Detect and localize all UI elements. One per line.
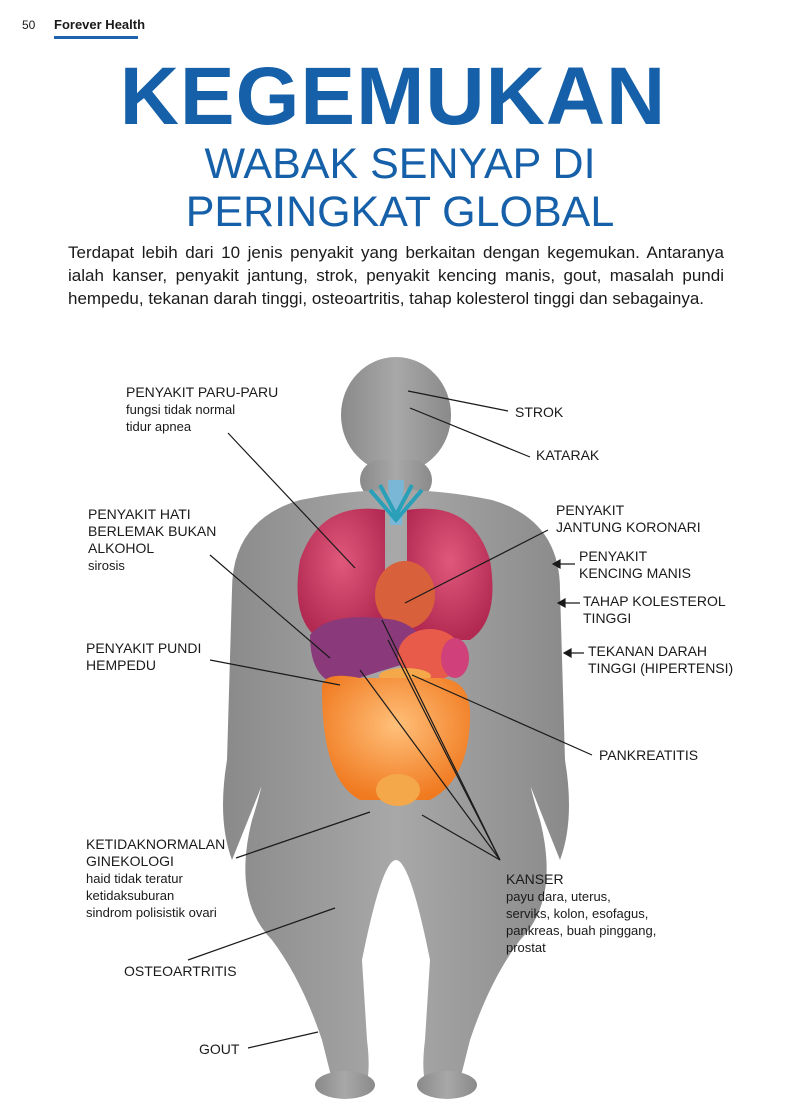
label-pundi-line2: HEMPEDU	[86, 657, 157, 673]
label-pankreatitis: PANKREATITIS	[599, 747, 699, 763]
label-kanser-d2: serviks, kolon, esofagus,	[506, 906, 649, 921]
label-paru-paru	[126, 384, 278, 435]
leader-gout	[248, 1032, 318, 1048]
intro-paragraph: Terdapat lebih dari 10 jenis penyakit yang berkaitan dengan kegemukan. Antaranya ialah kanser, penyakit jantung, strok, penyakit kencing manis, gout, masalah pundi hempedu, tekanan darah tinggi, osteoartritis, tahap kolesterol tinggi dan sebagainya.	[68, 243, 724, 308]
label-kencing-manis	[579, 548, 691, 582]
label-hati-line2: BERLEMAK BUKAN	[88, 523, 217, 539]
magazine-name: Forever Health	[54, 17, 146, 32]
label-kanser-title: KANSER	[506, 871, 564, 887]
label-kanser-d4: prostat	[506, 940, 546, 955]
label-gine-d2: ketidaksuburan	[86, 888, 175, 903]
label-hati-line1: PENYAKIT HATI	[88, 506, 191, 522]
label-paru-title: PENYAKIT PARU-PARU	[126, 384, 279, 400]
label-strok: STROK	[515, 404, 564, 420]
label-kencing-line1: PENYAKIT	[579, 548, 648, 564]
page-subtitle	[150, 140, 650, 236]
label-kolesterol-line2: TINGGI	[583, 610, 632, 626]
spleen-organ	[441, 638, 469, 678]
label-kanser-d3: pankreas, buah pinggang,	[506, 923, 657, 938]
body-diagram	[0, 340, 786, 1111]
label-gine-line2: GINEKOLOGI	[86, 853, 174, 869]
label-pundi-hempedu	[86, 640, 201, 674]
label-paru-line1: fungsi tidak normal	[126, 402, 236, 417]
label-tekanan-darah	[588, 643, 733, 677]
page-number: 50	[22, 18, 36, 32]
label-gout: GOUT	[199, 1041, 240, 1057]
label-paru-line2: tidur apnea	[126, 419, 192, 434]
label-osteoartritis: OSTEOARTRITIS	[124, 963, 237, 979]
label-pundi-line1: PENYAKIT PUNDI	[86, 640, 202, 656]
page-title: KEGEMUKAN	[119, 51, 667, 142]
subtitle-line-2: PERINGKAT GLOBAL	[185, 188, 615, 236]
label-gine-d1: haid tidak teratur	[86, 871, 183, 886]
header-rule	[54, 36, 138, 39]
label-jantung-line2: JANTUNG KORONARI	[556, 519, 701, 535]
label-kanser	[506, 871, 656, 956]
label-kolesterol	[583, 593, 726, 627]
label-tekanan-line1: TEKANAN DARAH	[588, 643, 708, 659]
arrow-tekanan	[564, 649, 571, 657]
label-ginekologi	[86, 836, 225, 921]
label-jantung-koronari	[556, 502, 701, 536]
label-tekanan-line2: TINGGI (HIPERTENSI)	[588, 660, 734, 676]
label-kolesterol-line1: TAHAP KOLESTEROL	[583, 593, 726, 609]
label-kanser-d1: payu dara, uterus,	[506, 889, 611, 904]
body-illustration	[0, 340, 786, 1111]
label-hati-detail: sirosis	[88, 558, 125, 573]
label-kencing-line2: KENCING MANIS	[579, 565, 692, 581]
label-hati	[88, 506, 216, 574]
label-hati-line3: ALKOHOL	[88, 540, 155, 556]
label-katarak: KATARAK	[536, 447, 600, 463]
label-gine-d3: sindrom polisistik ovari	[86, 905, 217, 920]
label-jantung-line1: PENYAKIT	[556, 502, 625, 518]
label-gine-line1: KETIDAKNORMALAN	[86, 836, 226, 852]
subtitle-line-1: WABAK SENYAP DI	[204, 140, 596, 188]
bladder-organ	[376, 774, 420, 806]
